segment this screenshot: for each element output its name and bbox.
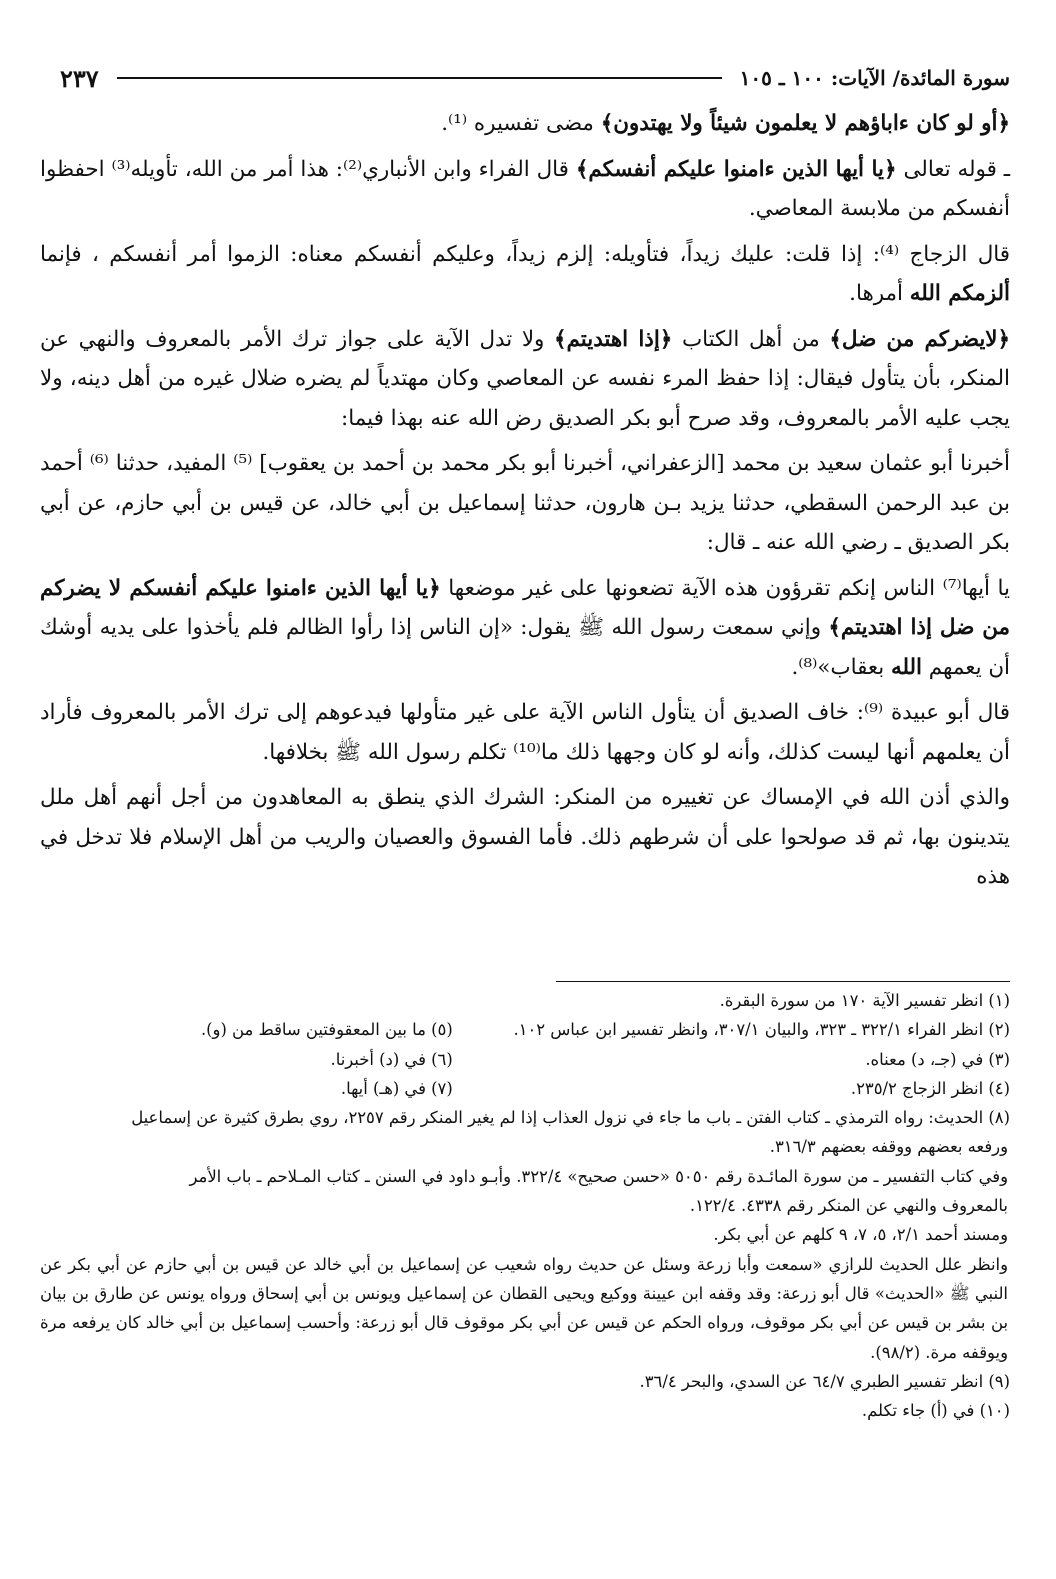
header-rule xyxy=(117,77,722,79)
quran-verse: ﴿إذا اهتديتم﴾ xyxy=(554,326,673,352)
paragraph-text: وإني سمعت رسول الله ﷺ يقول: «إن الناس إذا رأوا الظالم فلم يأخذوا على يديه أوشك أن يعمهم xyxy=(40,615,1010,680)
footnote-8-line: وفي كتاب التفسير ـ من سورة المائـدة رقم ٥٠٥٠ «حسن صحيح» ٣٢٢/٤. وأبـو داود في السنن ـ كتاب المـلاحم ـ باب الأمر xyxy=(189,1166,1008,1186)
bold-phrase: ألزمكم الله xyxy=(909,281,1010,306)
paragraph-text: قال الزجاج ⁽⁴⁾: إذا قلت: عليك زيداً، فتأويله: إلزم زيداً، وعليكم أنفسكم معناه: الزموا أمر أنفسكم ، فإنما xyxy=(40,241,1010,267)
page-number: ٢٣٧ xyxy=(60,63,99,93)
footnote-row xyxy=(40,1074,1010,1103)
running-header xyxy=(60,58,1010,98)
paragraph-text: يا أيها⁽⁷⁾ الناس إنكم تقرؤون هذه الآية تضعونها على غير موضعها xyxy=(440,575,1010,601)
paragraph-4 xyxy=(40,320,1010,439)
footnote-6: (٦) في (د) أخبرنا. xyxy=(330,1049,453,1069)
footnote-row xyxy=(40,1015,1010,1044)
paragraph-text: قال الفراء وابن الأنباري⁽²⁾: هذا أمر من الله، تأويله⁽³⁾ احفظوا أنفسكم من ملابسة المعاصي. xyxy=(40,156,1010,221)
footnote-8-line: ومسند أحمد ٢/١، ٥، ٧، ٩ كلهم عن أبي بكر. xyxy=(713,1225,1008,1245)
quran-verse: ﴿أو لو كان ءاباؤهم لا يعلمون شيئاً ولا يهتدون﴾ xyxy=(600,111,1010,136)
footnote-4: (٤) انظر الزجاج ٢٣٥/٢. xyxy=(850,1078,1010,1098)
quran-verse: ﴿يا أيها الذين ءامنوا عليكم أنفسكم لا يضركم من ضل إذا اهتديتم﴾ xyxy=(40,575,1010,640)
footnote-8-line: بالمعروف والنهي عن المنكر رقم ٤٣٣٨. ١٢٢/٤. xyxy=(689,1196,1008,1216)
footnotes xyxy=(40,986,1010,1425)
paragraph-text: أمرها. xyxy=(849,281,910,306)
footnote-9: (٩) انظر تفسير الطبري ٦٤/٧ عن السدي، والبحر ٣٦/٤. xyxy=(639,1371,1010,1391)
footnote-7: (٧) في (هـ) أيها. xyxy=(340,1078,453,1098)
footnote-8-line: وانظر علل الحديث للرازي «سمعت وأبا زرعة وسئل عن حديث رواه شعيب عن إسماعيل بن أبي خالد عن قيس بن أبي حازم عن أبي بكر عن النبي ﷺ «الحديث» قال أبو زرعة: وقد وقفه ابن عيينة ووكيع ويحيى القطان عن إسماعيل ويونس بن أبي إسحاق ورواه يونس عن طارق بن بيان بن بشر بن قيس عن أبي بكر موقوف، ورواه الحكم عن قيس عن أبي بكر موقوف قال أبو زرعة: وأحسب إسماعيل بن أبي خالد كان يرفعه مرة ويوقفه مرة. (٩٨/٢). xyxy=(40,1254,1008,1362)
footnote-2: (٢) انظر الفراء ٣٢٢/١ ـ ٣٢٣، والبيان ٣٠٧/١، وانظر تفسير ابن عباس ١٠٢. xyxy=(513,1020,1010,1040)
paragraph-7: قال أبو عبيدة ⁽⁹⁾: خاف الصديق أن يتأول الناس الآية على غير متأولها فيدعوهم إلى ترك الأمر بالمعروف فأراد أن يعلمهم أنها ليست كذلك، وأنه لو كان وجهها ذلك ما⁽¹⁰⁾ تكلم رسول الله ﷺ بخلافها. xyxy=(40,700,1010,765)
quran-verse: ﴿لايضركم من ضل﴾ xyxy=(829,326,1011,352)
surah-title: سورة المائدة/ الآيات: ١٠٠ ـ ١٠٥ xyxy=(739,66,1010,90)
paragraph-8: والذي أذن الله في الإمساك عن تغييره من المنكر: الشرك الذي ينطق به المعاهدون من أجل أنهم أهل ملل يتدينون بها، ثم قد صولحوا على أن شرطهم ذلك. فأما الفسوق والعصيان والريب من أهل الإسلام فلا تدخل في هذه xyxy=(40,785,1010,889)
main-text xyxy=(40,104,1010,903)
bold-phrase: الله xyxy=(890,654,922,680)
paragraph-text: مضى تفسيره ⁽¹⁾. xyxy=(441,111,601,136)
paragraph-1 xyxy=(40,104,1010,144)
paragraph-3 xyxy=(40,235,1010,314)
footnote-row xyxy=(40,1045,1010,1074)
quran-verse: ﴿يا أيها الذين ءامنوا عليكم أنفسكم﴾ xyxy=(575,156,897,182)
paragraph-text: بعقاب»⁽⁸⁾. xyxy=(791,654,891,680)
paragraph-text: ـ قوله تعالى xyxy=(896,156,1010,182)
footnote-1: (١) انظر تفسير الآية ١٧٠ من سورة البقرة. xyxy=(719,991,1010,1010)
footnote-8-line: ورفعه بعضهم ووقفه بعضهم ٣١٦/٣. xyxy=(769,1137,1008,1157)
footnote-10: (١٠) في (أ) جاء تكلم. xyxy=(861,1401,1010,1421)
footnote-rule xyxy=(556,981,1010,982)
footnote-3: (٣) في (جـ، د) معناه. xyxy=(865,1049,1010,1069)
paragraph-6 xyxy=(40,569,1010,688)
paragraph-text: ولا تدل الآية على جواز ترك الأمر بالمعروف والنهي عن المنكر، بأن يتأول فيقال: إذا حفظ المرء نفسه عن المعاصي وكان مهتدياً لم يضره ضلال غيره من أهل دينه، ولا يجب عليه الأمر بالمعروف، وقد صرح أبو بكر الصديق رض الله عنه بهذا فيما: xyxy=(40,326,1010,431)
paragraph-text: من أهل الكتاب xyxy=(672,326,830,352)
paragraph-2 xyxy=(40,150,1010,229)
footnote-5: (٥) ما بين المعقوفتين ساقط من (و). xyxy=(200,1020,453,1040)
footnote-8-line: (٨) الحديث: رواه الترمذي ـ كتاب الفتن ـ باب ما جاء في نزول العذاب إذا لم يغير المنكر رقم ٢٢٥٧، روي بطرق كثيرة عن إسماعيل xyxy=(131,1108,1010,1128)
paragraph-5: أخبرنا أبو عثمان سعيد بن محمد [الزعفراني، أخبرنا أبو بكر محمد بن أحمد بن يعقوب] ⁽⁵⁾ المفيد، حدثنا ⁽⁶⁾ أحمد بن عبد الرحمن السقطي، حدثنا يزيد بـن هارون، حدثنا إسماعيل بن أبي خالد، عن قيس بن أبي حازم، عن أبي بكر الصديق ـ رضي الله عنه ـ قال: xyxy=(40,451,1010,555)
